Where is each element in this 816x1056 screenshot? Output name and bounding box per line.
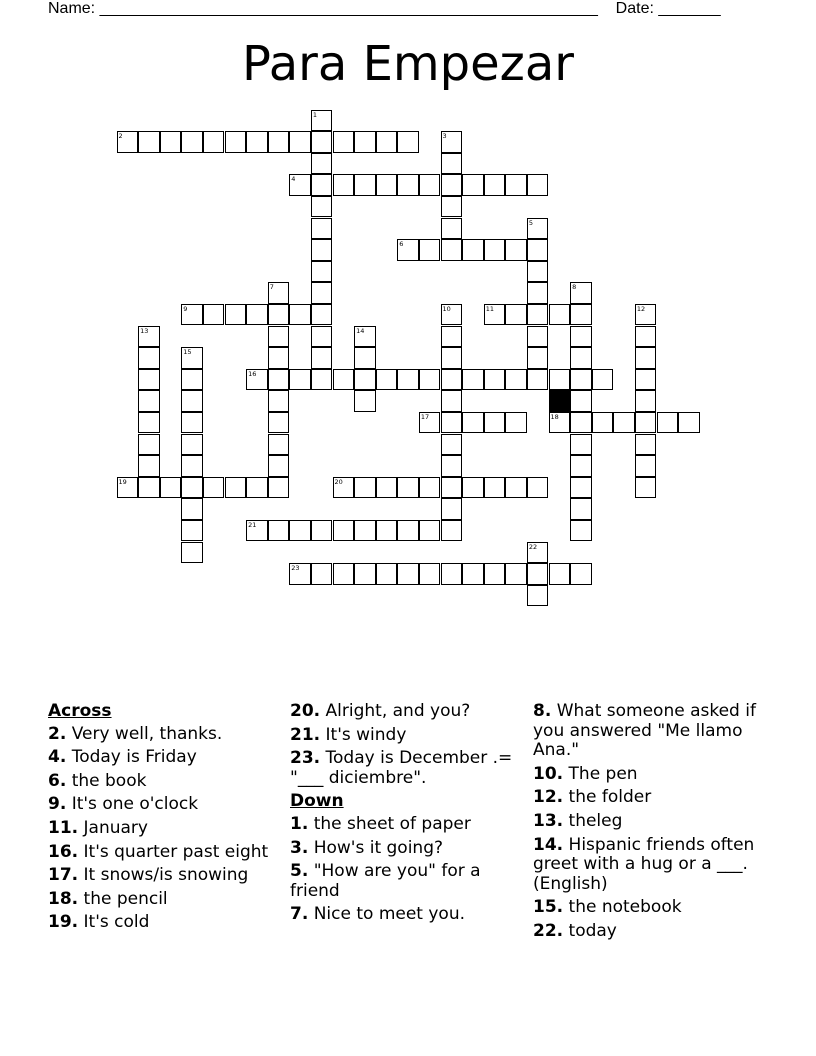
grid-cell[interactable] xyxy=(441,153,463,175)
grid-cell[interactable] xyxy=(268,304,290,326)
grid-cell[interactable] xyxy=(117,131,139,153)
grid-cell[interactable] xyxy=(441,369,463,391)
clue-number-label: 21. xyxy=(290,724,321,745)
grid-cell[interactable] xyxy=(613,412,635,434)
grid-cell[interactable] xyxy=(138,131,160,153)
grid-cell[interactable] xyxy=(549,369,571,391)
clue-number-label: 18. xyxy=(48,888,79,909)
grid-cell[interactable] xyxy=(268,455,290,477)
clue-text: It's quarter past eight xyxy=(83,841,269,862)
clue-number-label: 6. xyxy=(48,770,67,791)
clue-number-label: 12. xyxy=(533,787,564,808)
grid-cell[interactable] xyxy=(484,304,506,326)
grid-cell[interactable] xyxy=(570,282,592,304)
grid-cell[interactable] xyxy=(527,174,549,196)
grid-cell[interactable] xyxy=(268,412,290,434)
grid-cell[interactable] xyxy=(289,369,311,391)
clue-item xyxy=(290,726,520,746)
clue-item xyxy=(48,866,273,886)
grid-cell[interactable] xyxy=(203,477,225,499)
grid-cell[interactable] xyxy=(441,498,463,520)
clue-item xyxy=(48,795,273,815)
grid-cell[interactable] xyxy=(160,477,182,499)
page-title: Para Empezar xyxy=(241,36,575,92)
grid-cell[interactable] xyxy=(505,412,527,434)
grid-cell[interactable] xyxy=(527,477,549,499)
grid-cell[interactable] xyxy=(333,477,355,499)
grid-cell[interactable] xyxy=(138,347,160,369)
grid-cell[interactable] xyxy=(268,520,290,542)
grid-cell[interactable] xyxy=(138,455,160,477)
grid-cell[interactable] xyxy=(505,239,527,261)
clue-text: Nice to meet you. xyxy=(313,904,466,925)
grid-cell[interactable] xyxy=(311,131,333,153)
grid-cell[interactable] xyxy=(181,498,203,520)
grid-cell[interactable] xyxy=(505,563,527,585)
clue-item xyxy=(290,702,520,722)
grid-cell[interactable] xyxy=(441,347,463,369)
grid-cell[interactable] xyxy=(138,369,160,391)
clue-number-label: 2. xyxy=(48,723,67,744)
grid-cell[interactable] xyxy=(570,304,592,326)
clue-number: 5 xyxy=(528,218,534,227)
clue-item xyxy=(290,862,520,901)
clue-number: 13 xyxy=(140,326,149,335)
grid-cell[interactable] xyxy=(570,563,592,585)
grid-cell[interactable] xyxy=(484,412,506,434)
grid-cell[interactable] xyxy=(419,563,441,585)
grid-cell[interactable] xyxy=(462,412,484,434)
clue-item xyxy=(533,898,773,918)
grid-cell[interactable] xyxy=(441,239,463,261)
grid-cell[interactable] xyxy=(160,131,182,153)
grid-cell[interactable] xyxy=(484,563,506,585)
clue-number-label: 8. xyxy=(533,701,552,721)
grid-cell[interactable] xyxy=(549,563,571,585)
clue-number: 15 xyxy=(183,348,192,357)
clue-item xyxy=(533,812,773,832)
clue-text: the pencil xyxy=(83,888,168,909)
clue-number: 22 xyxy=(528,542,538,551)
clue-number: 3 xyxy=(442,132,447,141)
grid-cell[interactable] xyxy=(462,477,484,499)
grid-cell[interactable] xyxy=(527,542,549,564)
clue-text: Hispanic friends often greet with a hug or a ___. (English) xyxy=(533,834,755,894)
grid-cell[interactable] xyxy=(311,153,333,175)
clue-number-label: 9. xyxy=(48,794,67,815)
grid-cell[interactable] xyxy=(376,174,398,196)
grid-cell[interactable] xyxy=(635,369,657,391)
clue-text: Alright, and you? xyxy=(325,701,471,721)
grid-cell[interactable] xyxy=(505,174,527,196)
grid-cell[interactable] xyxy=(225,304,247,326)
grid-cell[interactable] xyxy=(441,563,463,585)
clue-number-label: 22. xyxy=(533,920,564,941)
grid-cell[interactable] xyxy=(505,304,527,326)
clue-number: 1 xyxy=(312,110,318,119)
grid-cell[interactable] xyxy=(181,304,203,326)
grid-cell[interactable] xyxy=(181,390,203,412)
grid-cell[interactable] xyxy=(354,520,376,542)
clue-item xyxy=(290,749,520,788)
grid-cell[interactable] xyxy=(138,477,160,499)
grid-cell[interactable] xyxy=(333,520,355,542)
date-label: Date: xyxy=(615,0,654,17)
grid-cell[interactable] xyxy=(592,369,614,391)
grid-cell[interactable] xyxy=(441,412,463,434)
clue-text: theleg xyxy=(568,810,623,831)
name-label: Name: xyxy=(48,0,96,17)
clue-text: Today is December .= "___ diciembre". xyxy=(290,748,513,788)
grid-cell[interactable] xyxy=(635,347,657,369)
grid-cell[interactable] xyxy=(527,326,549,348)
grid-cell[interactable] xyxy=(635,455,657,477)
grid-cell[interactable] xyxy=(678,412,700,434)
clue-text: It snows/is snowing xyxy=(83,865,249,886)
clue-text: the folder xyxy=(568,787,652,808)
clue-text: The pen xyxy=(568,763,638,784)
grid-cell[interactable] xyxy=(311,369,333,391)
grid-cell[interactable] xyxy=(268,369,290,391)
grid-cell[interactable] xyxy=(246,369,268,391)
grid-cell[interactable] xyxy=(311,520,333,542)
clue-number-label: 23. xyxy=(290,748,321,769)
grid-cell[interactable] xyxy=(441,477,463,499)
grid-cell[interactable] xyxy=(311,304,333,326)
across-heading: Across xyxy=(48,701,112,721)
grid-cell[interactable] xyxy=(441,455,463,477)
clue-number: 17 xyxy=(420,412,430,421)
grid-cell[interactable] xyxy=(203,304,225,326)
grid-cell[interactable] xyxy=(138,412,160,434)
grid-cell[interactable] xyxy=(354,563,376,585)
clue-column-3 xyxy=(533,702,773,946)
grid-cell[interactable] xyxy=(419,174,441,196)
grid-cell[interactable] xyxy=(376,477,398,499)
clue-column-2 xyxy=(290,702,520,929)
grid-cell[interactable] xyxy=(354,369,376,391)
grid-cell[interactable] xyxy=(570,369,592,391)
grid-cell[interactable] xyxy=(246,131,268,153)
clue-number-label: 3. xyxy=(290,837,309,858)
clue-text: the sheet of paper xyxy=(313,813,471,834)
grid-cell[interactable] xyxy=(397,239,419,261)
grid-cell[interactable] xyxy=(289,131,311,153)
grid-cell[interactable] xyxy=(376,131,398,153)
grid-cell[interactable] xyxy=(657,412,679,434)
grid-cell[interactable] xyxy=(333,563,355,585)
clue-number: 21 xyxy=(248,520,257,529)
grid-cell[interactable] xyxy=(268,434,290,456)
clue-item xyxy=(290,905,520,925)
grid-cell[interactable] xyxy=(441,131,463,153)
clue-number-label: 15. xyxy=(533,897,564,918)
grid-cell[interactable] xyxy=(117,477,139,499)
clue-text: Very well, thanks. xyxy=(71,723,223,744)
clue-number-label: 1. xyxy=(290,813,309,834)
clue-item xyxy=(48,772,273,792)
grid-cell[interactable] xyxy=(181,412,203,434)
grid-cell[interactable] xyxy=(462,239,484,261)
grid-cell[interactable] xyxy=(419,520,441,542)
grid-cell[interactable] xyxy=(397,477,419,499)
grid-cell[interactable] xyxy=(441,304,463,326)
grid-cell[interactable] xyxy=(549,304,571,326)
grid-cell[interactable] xyxy=(397,520,419,542)
grid-cell[interactable] xyxy=(484,477,506,499)
grid-cell[interactable] xyxy=(268,477,290,499)
clue-item xyxy=(533,765,773,785)
grid-cell[interactable] xyxy=(635,412,657,434)
grid-cell[interactable] xyxy=(376,369,398,391)
grid-cell[interactable] xyxy=(570,390,592,412)
clue-item xyxy=(48,819,273,839)
grid-cell[interactable] xyxy=(527,369,549,391)
grid-cell[interactable] xyxy=(419,477,441,499)
grid-cell[interactable] xyxy=(505,369,527,391)
clue-number: 11 xyxy=(485,304,494,313)
clue-number-label: 13. xyxy=(533,810,564,831)
clue-number: 2 xyxy=(118,132,123,141)
clue-number-label: 20. xyxy=(290,701,321,721)
grid-cell[interactable] xyxy=(635,434,657,456)
clue-item xyxy=(533,922,773,942)
grid-cell[interactable] xyxy=(527,563,549,585)
grid-cell[interactable] xyxy=(484,369,506,391)
grid-cell[interactable] xyxy=(203,131,225,153)
grid-cell[interactable] xyxy=(570,434,592,456)
down-heading: Down xyxy=(290,791,344,812)
clue-number-label: 4. xyxy=(48,747,67,768)
grid-cell[interactable] xyxy=(527,304,549,326)
grid-cell[interactable] xyxy=(484,174,506,196)
clue-number: 7 xyxy=(269,283,274,292)
clue-text: How's it going? xyxy=(313,837,444,858)
grid-cell[interactable] xyxy=(441,434,463,456)
grid-cell[interactable] xyxy=(268,390,290,412)
grid-cell[interactable] xyxy=(246,477,268,499)
grid-cell[interactable] xyxy=(289,174,311,196)
grid-cell[interactable] xyxy=(181,477,203,499)
grid-cell[interactable] xyxy=(311,196,333,218)
clue-number-label: 16. xyxy=(48,841,79,862)
clue-number-label: 5. xyxy=(290,861,309,882)
grid-cell[interactable] xyxy=(570,477,592,499)
grid-cell[interactable] xyxy=(268,326,290,348)
grid-cell[interactable] xyxy=(376,563,398,585)
grid-cell[interactable] xyxy=(635,477,657,499)
grid-cell[interactable] xyxy=(181,455,203,477)
grid-cell[interactable] xyxy=(441,520,463,542)
clue-text: January xyxy=(83,817,148,838)
grid-cell[interactable] xyxy=(246,520,268,542)
grid-cell[interactable] xyxy=(311,218,333,240)
grid-cell[interactable] xyxy=(268,282,290,304)
grid-cell[interactable] xyxy=(462,369,484,391)
grid-cell[interactable] xyxy=(570,498,592,520)
grid-cell[interactable] xyxy=(311,326,333,348)
grid-cell[interactable] xyxy=(138,390,160,412)
grid-cell[interactable] xyxy=(181,347,203,369)
clue-item xyxy=(48,890,273,910)
grid-cell[interactable] xyxy=(397,369,419,391)
grid-cell[interactable] xyxy=(527,261,549,283)
grid-cell[interactable] xyxy=(181,542,203,564)
grid-cell[interactable] xyxy=(354,390,376,412)
clue-text: Today is Friday xyxy=(71,747,197,768)
grid-cell[interactable] xyxy=(246,304,268,326)
clue-number: 12 xyxy=(636,304,646,313)
grid-cell[interactable] xyxy=(527,218,549,240)
grid-cell[interactable] xyxy=(549,412,571,434)
clue-text: It's windy xyxy=(325,724,407,745)
clue-item xyxy=(533,836,773,895)
clue-number: 19 xyxy=(118,477,127,486)
grid-cell[interactable] xyxy=(225,131,247,153)
grid-cell[interactable] xyxy=(462,563,484,585)
grid-cell[interactable] xyxy=(333,131,355,153)
clue-number-label: 10. xyxy=(533,763,564,784)
grid-cell[interactable] xyxy=(527,347,549,369)
black-cell xyxy=(549,390,571,412)
grid-cell[interactable] xyxy=(376,520,398,542)
clue-number-label: 14. xyxy=(533,834,564,855)
clue-item xyxy=(48,913,273,933)
grid-cell[interactable] xyxy=(181,434,203,456)
name-blank[interactable]: ________________________________________________________ xyxy=(99,0,598,17)
grid-cell[interactable] xyxy=(138,326,160,348)
grid-cell[interactable] xyxy=(311,239,333,261)
grid-cell[interactable] xyxy=(333,174,355,196)
clue-item xyxy=(48,748,273,768)
grid-cell[interactable] xyxy=(354,131,376,153)
grid-cell[interactable] xyxy=(311,282,333,304)
clue-number-label: 17. xyxy=(48,865,79,886)
grid-cell[interactable] xyxy=(397,131,419,153)
clue-text: "How are you" for a friend xyxy=(290,861,481,901)
clue-item xyxy=(48,843,273,863)
grid-cell[interactable] xyxy=(311,174,333,196)
grid-cell[interactable] xyxy=(311,261,333,283)
grid-cell[interactable] xyxy=(441,218,463,240)
grid-cell[interactable] xyxy=(181,520,203,542)
clue-text: It's one o'clock xyxy=(71,794,199,815)
grid-cell[interactable] xyxy=(397,174,419,196)
clue-column-1 xyxy=(48,702,273,937)
grid-cell[interactable] xyxy=(419,369,441,391)
grid-cell[interactable] xyxy=(311,347,333,369)
grid-cell[interactable] xyxy=(527,585,549,607)
grid-cell[interactable] xyxy=(333,369,355,391)
clue-number-label: 7. xyxy=(290,904,309,925)
grid-cell[interactable] xyxy=(354,174,376,196)
clue-number: 8 xyxy=(572,283,577,292)
grid-cell[interactable] xyxy=(289,520,311,542)
clue-text: today xyxy=(568,920,617,941)
clue-item xyxy=(290,815,520,835)
grid-cell[interactable] xyxy=(441,174,463,196)
clue-number: 16 xyxy=(248,369,257,378)
grid-cell[interactable] xyxy=(484,239,506,261)
clue-text: What someone asked if you answered "Me llamo Ana." xyxy=(533,701,756,761)
clue-number: 20 xyxy=(334,477,343,486)
grid-cell[interactable] xyxy=(419,412,441,434)
grid-cell[interactable] xyxy=(570,412,592,434)
clue-text: the book xyxy=(71,770,147,791)
grid-cell[interactable] xyxy=(505,477,527,499)
clue-number: 4 xyxy=(291,175,296,184)
grid-cell[interactable] xyxy=(354,326,376,348)
grid-cell[interactable] xyxy=(397,563,419,585)
clue-number: 23 xyxy=(291,564,300,573)
grid-cell[interactable] xyxy=(527,239,549,261)
grid-cell[interactable] xyxy=(354,347,376,369)
grid-cell[interactable] xyxy=(570,455,592,477)
grid-cell[interactable] xyxy=(527,282,549,304)
grid-cell[interactable] xyxy=(592,412,614,434)
grid-cell[interactable] xyxy=(570,326,592,348)
clue-item xyxy=(533,702,773,761)
clue-item xyxy=(48,725,273,745)
grid-cell[interactable] xyxy=(635,304,657,326)
grid-cell[interactable] xyxy=(311,563,333,585)
grid-cell[interactable] xyxy=(635,326,657,348)
date-blank[interactable]: _______ xyxy=(658,0,721,17)
clue-text: the notebook xyxy=(568,897,682,918)
clue-number-label: 11. xyxy=(48,817,79,838)
grid-cell[interactable] xyxy=(570,347,592,369)
clue-number-label: 19. xyxy=(48,912,79,933)
clue-number: 18 xyxy=(550,412,559,421)
clue-item xyxy=(290,839,520,859)
clue-number: 6 xyxy=(399,240,404,249)
grid-cell[interactable] xyxy=(462,174,484,196)
clue-text: It's cold xyxy=(83,912,150,933)
grid-cell[interactable] xyxy=(354,477,376,499)
grid-cell[interactable] xyxy=(289,304,311,326)
grid-cell[interactable] xyxy=(181,369,203,391)
grid-cell[interactable] xyxy=(441,196,463,218)
grid-cell[interactable] xyxy=(419,239,441,261)
grid-cell[interactable] xyxy=(225,477,247,499)
clue-number: 10 xyxy=(442,304,451,313)
grid-cell[interactable] xyxy=(181,131,203,153)
grid-cell[interactable] xyxy=(635,390,657,412)
grid-cell[interactable] xyxy=(570,520,592,542)
grid-cell[interactable] xyxy=(268,131,290,153)
grid-cell[interactable] xyxy=(138,434,160,456)
clue-item xyxy=(533,788,773,808)
grid-cell[interactable] xyxy=(311,110,333,132)
grid-cell[interactable] xyxy=(441,390,463,412)
clue-number: 14 xyxy=(356,326,365,335)
clue-number: 9 xyxy=(183,304,188,313)
grid-cell[interactable] xyxy=(441,326,463,348)
grid-cell[interactable] xyxy=(268,347,290,369)
grid-cell[interactable] xyxy=(289,563,311,585)
